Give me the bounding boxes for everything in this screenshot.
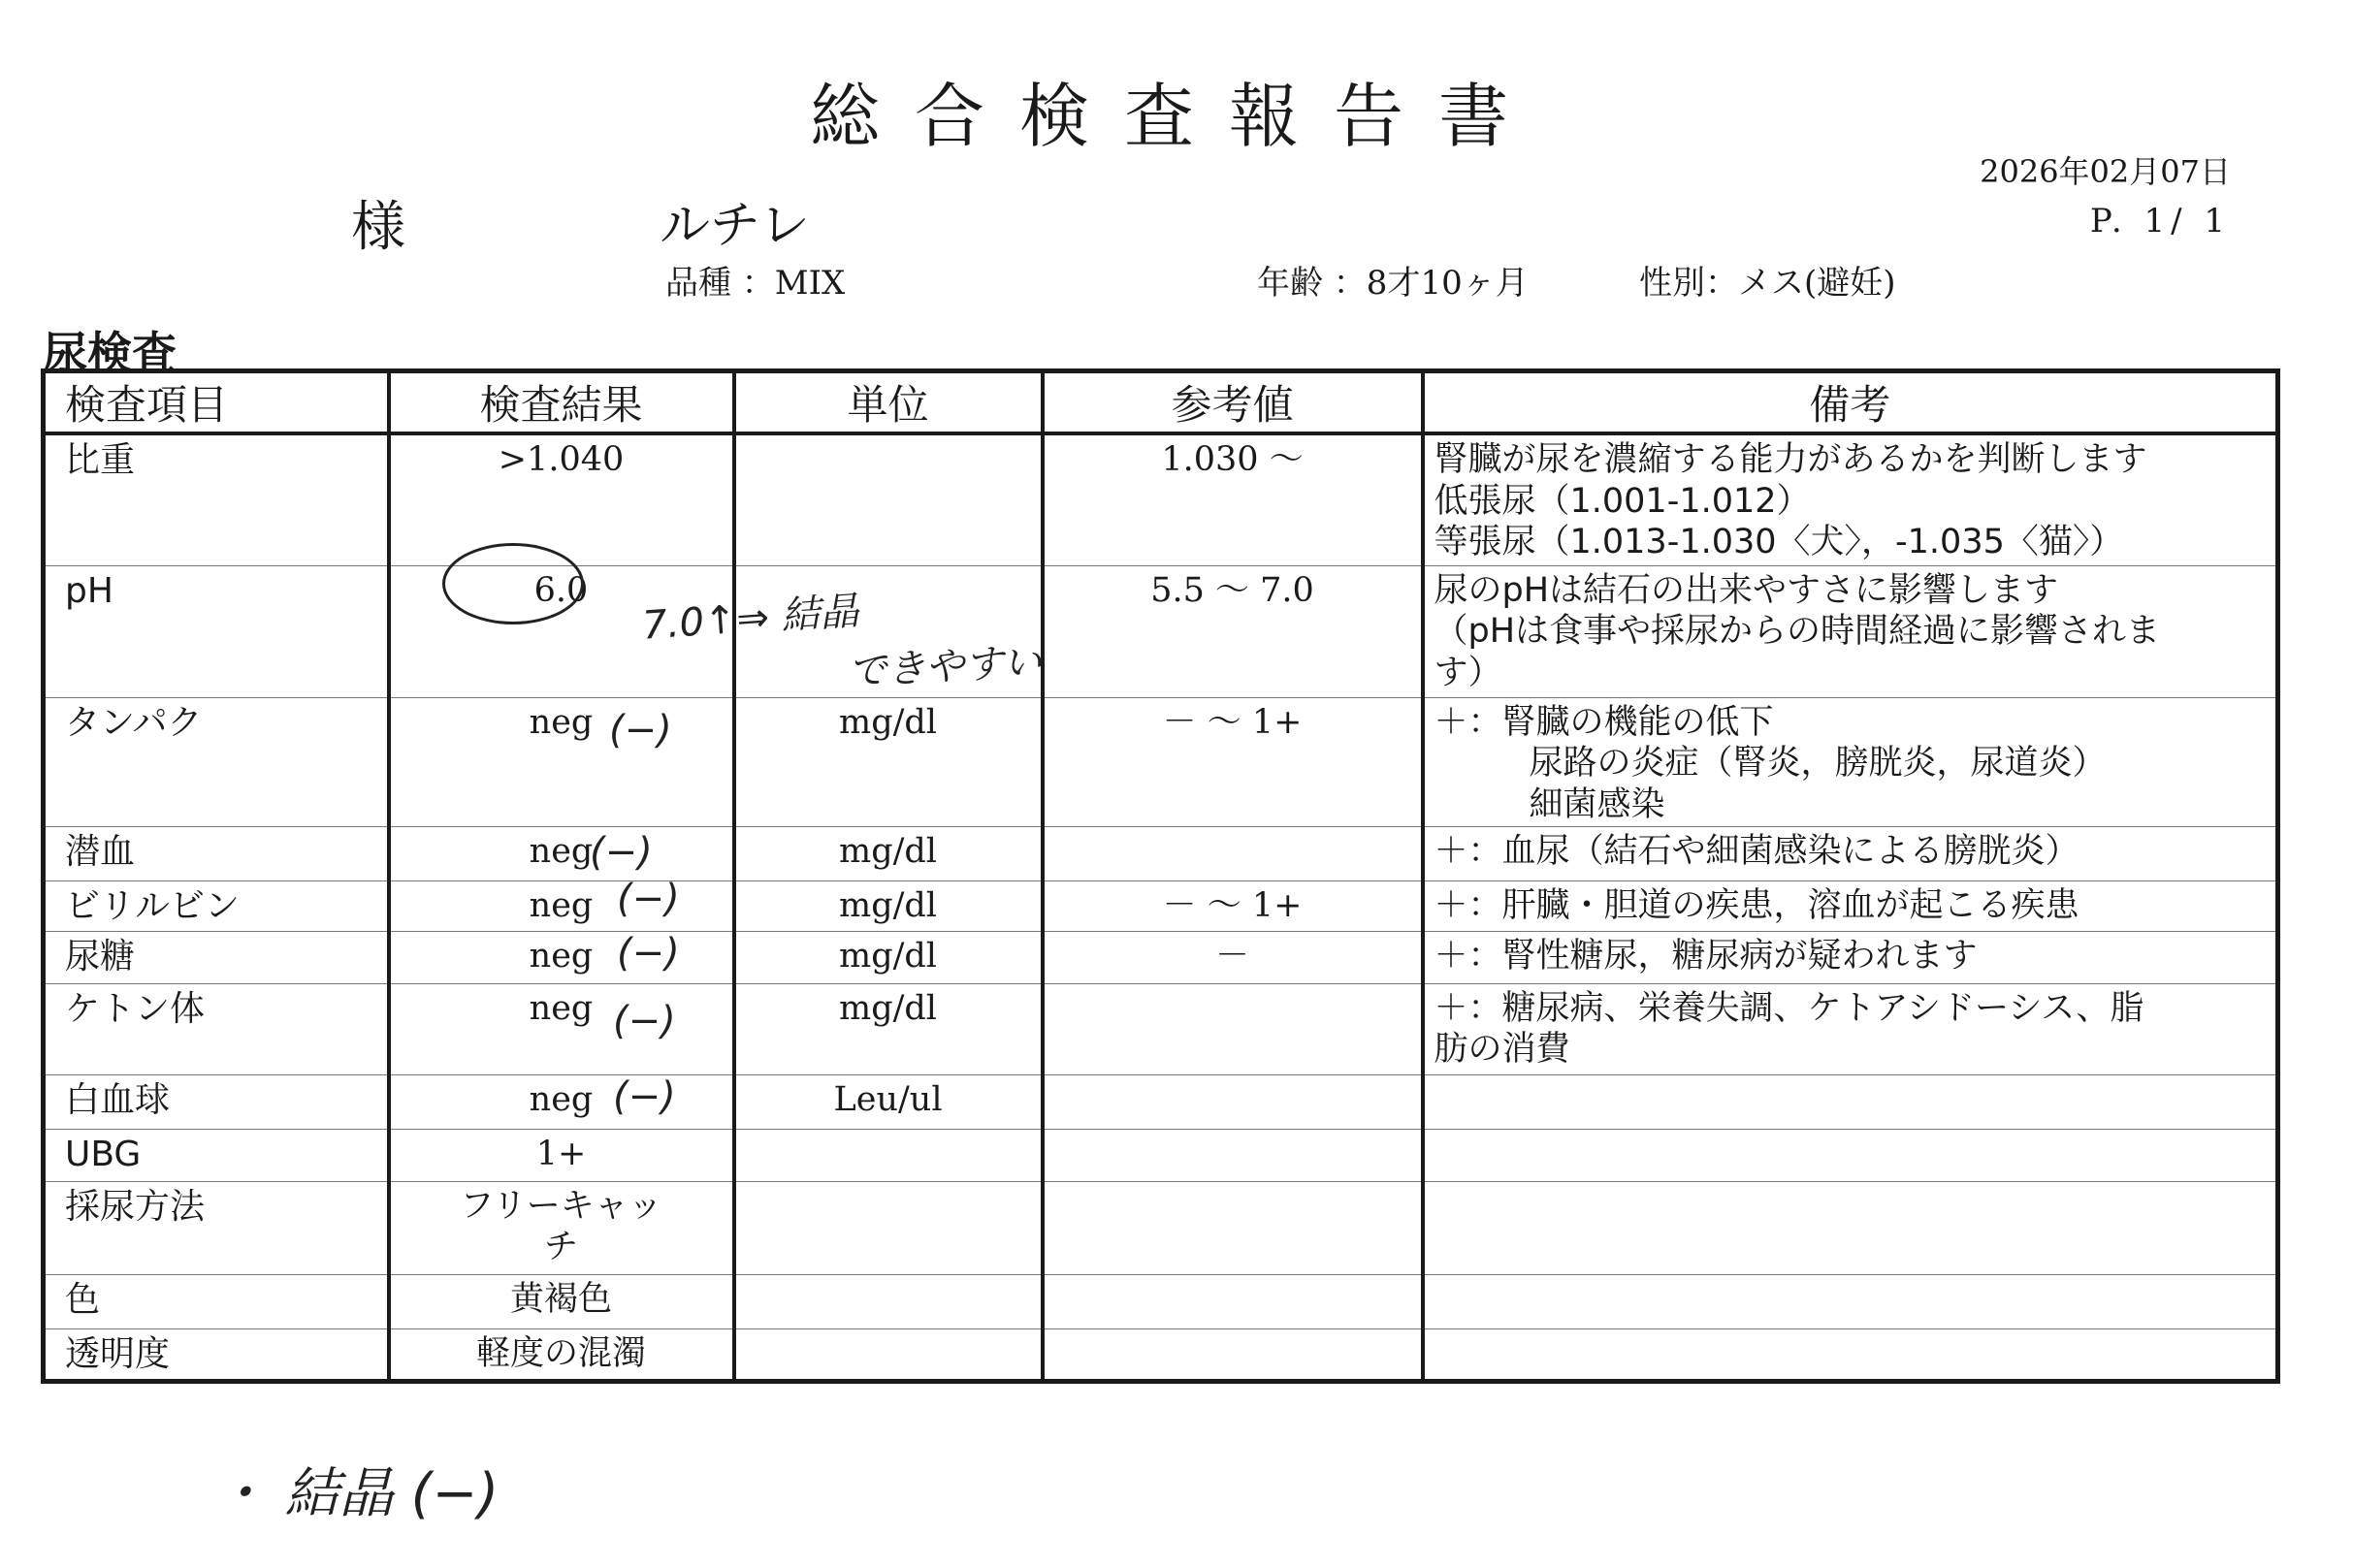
reference-cell: － ～ 1+ [1043, 880, 1423, 931]
table-row [44, 1328, 2278, 1381]
header-unit: 単位 [734, 371, 1043, 434]
remarks-line: ＋：腎性糖尿，糖尿病が疑われます [1434, 936, 1978, 976]
reference-cell [1043, 1328, 1423, 1381]
result-cell: 6.0 [389, 565, 734, 697]
remarks-cell [1423, 826, 2278, 880]
age-field: 年齢 ：8才10ヶ月 [1257, 264, 1529, 303]
table-row [44, 1074, 2278, 1129]
remarks-line: （pHは食事や採尿からの時間経過に影響されま [1434, 612, 2161, 652]
page-number: P. 1/ 1 [2089, 202, 2231, 240]
remarks-cell [1423, 880, 2278, 931]
reference-cell [1043, 1274, 1423, 1328]
table-row [44, 880, 2278, 931]
table-row [44, 1129, 2278, 1181]
reference-cell [1043, 1074, 1423, 1129]
item-cell: 白血球 [44, 1074, 389, 1129]
item-cell: 採尿方法 [44, 1181, 389, 1274]
table-row [44, 565, 2278, 697]
unit-cell: Leu/ul [734, 1074, 1043, 1129]
report-date: 2026年02月07日 [1980, 153, 2231, 190]
unit-cell: mg/dl [734, 697, 1043, 826]
unit-cell [734, 433, 1043, 565]
handwritten-minus-mark: (−) [613, 999, 676, 1043]
reference-cell: － [1043, 931, 1423, 983]
table-row [44, 931, 2278, 983]
result-cell: neg [389, 697, 734, 826]
remarks-line: ＋：糖尿病、栄養失調、ケトアシドーシス、脂 [1434, 988, 2144, 1028]
item-cell: 尿糖 [44, 931, 389, 983]
unit-cell: mg/dl [734, 983, 1043, 1074]
section-title: 尿検査 [43, 327, 177, 379]
header-remarks: 備考 [1423, 371, 2278, 434]
remarks-line: 等張尿（1.013-1.030〈犬〉，-1.035〈猫〉） [1434, 523, 2124, 562]
header-item: 検査項目 [44, 371, 389, 434]
table-row [44, 826, 2278, 880]
remarks-cell [1423, 433, 2278, 565]
remarks-line: 尿路の炎症（腎炎，膀胱炎，尿道炎） [1529, 744, 2107, 784]
unit-cell [734, 1129, 1043, 1181]
table-row [44, 983, 2278, 1074]
unit-cell: mg/dl [734, 880, 1043, 931]
remarks-line: 細菌感染 [1529, 784, 1665, 824]
table-row [44, 697, 2278, 826]
patient-name: ルチレ [660, 197, 810, 255]
urine-test-table [41, 368, 2280, 1384]
unit-cell: mg/dl [734, 931, 1043, 983]
handwritten-crystal-note: ・ 結晶 (−) [213, 1462, 500, 1525]
honorific: 様 [351, 196, 405, 259]
remarks-cell [1423, 1181, 2278, 1274]
item-cell: タンパク [44, 697, 389, 826]
reference-cell: － ～ 1+ [1043, 697, 1423, 826]
remarks-cell [1423, 1274, 2278, 1328]
result-cell: neg [389, 880, 734, 931]
handwritten-minus-mark: (−) [613, 1074, 676, 1119]
reference-cell: 1.030 ～ [1043, 433, 1423, 565]
unit-cell [734, 1274, 1043, 1328]
remarks-line: ＋：腎臓の機能の低下 [1434, 702, 1774, 742]
result-cell: 1+ [389, 1129, 734, 1181]
remarks-cell [1423, 1074, 2278, 1129]
report-title: 総合検査報告書 [809, 76, 1543, 157]
remarks-line: 低張尿（1.001-1.012） [1434, 481, 1811, 521]
item-cell: ケトン体 [44, 983, 389, 1074]
result-cell: neg [389, 983, 734, 1074]
table-row [44, 433, 2278, 565]
remarks-line: 尿のpHは結石の出来やすさに影響します [1434, 570, 2059, 610]
handwritten-circle-mark [442, 543, 584, 624]
remarks-line: ＋：肝臓・胆道の疾患，溶血が起こる疾患 [1434, 885, 2079, 925]
handwritten-ph-note: 7.0↑⇒ 結晶 [640, 589, 860, 649]
remarks-cell [1423, 983, 2278, 1074]
remarks-cell [1423, 1129, 2278, 1181]
reference-cell: 5.5 ～ 7.0 [1043, 565, 1423, 697]
item-cell: ビリルビン [44, 880, 389, 931]
reference-cell [1043, 1181, 1423, 1274]
item-cell: UBG [44, 1129, 389, 1181]
table-row [44, 1181, 2278, 1274]
unit-cell [734, 1181, 1043, 1274]
reference-cell [1043, 983, 1423, 1074]
remarks-cell [1423, 931, 2278, 983]
item-cell: 色 [44, 1274, 389, 1328]
remarks-cell [1423, 565, 2278, 697]
item-cell: pH [44, 565, 389, 697]
remarks-line: 腎臓が尿を濃縮する能力があるかを判断します [1434, 440, 2147, 479]
result-cell: >1.040 [389, 433, 734, 565]
header-reference: 参考値 [1043, 371, 1423, 434]
handwritten-minus-mark: (−) [617, 877, 680, 921]
result-cell: フリーキャッ チ [389, 1181, 734, 1274]
reference-cell [1043, 826, 1423, 880]
table-row [44, 1274, 2278, 1328]
sex-field: 性別：メス(避妊) [1639, 264, 1896, 303]
result-cell: 黄褐色 [389, 1274, 734, 1328]
item-cell: 比重 [44, 433, 389, 565]
breed-field: 品種 ：MIX [665, 264, 846, 303]
handwritten-minus-mark: (−) [617, 931, 680, 976]
remarks-line: す） [1434, 653, 1502, 692]
unit-cell [734, 1328, 1043, 1381]
remarks-line: 肪の消費 [1434, 1030, 1570, 1070]
reference-cell [1043, 1129, 1423, 1181]
result-cell: neg [389, 931, 734, 983]
remarks-cell [1423, 697, 2278, 826]
handwritten-ph-note: できやすい [847, 639, 1044, 695]
header-result: 検査結果 [389, 371, 734, 434]
handwritten-minus-mark: (−) [609, 708, 672, 752]
result-cell: neg [389, 1074, 734, 1129]
table-header-row [44, 371, 2278, 434]
result-cell: neg [389, 826, 734, 880]
remarks-cell [1423, 1328, 2278, 1381]
item-cell: 透明度 [44, 1328, 389, 1381]
remarks-line: ＋：血尿（結石や細菌感染による膀胱炎） [1434, 831, 2079, 871]
item-cell: 潜血 [44, 826, 389, 880]
unit-cell: mg/dl [734, 826, 1043, 880]
result-cell: 軽度の混濁 [389, 1328, 734, 1381]
handwritten-minus-mark: (−) [590, 830, 653, 875]
